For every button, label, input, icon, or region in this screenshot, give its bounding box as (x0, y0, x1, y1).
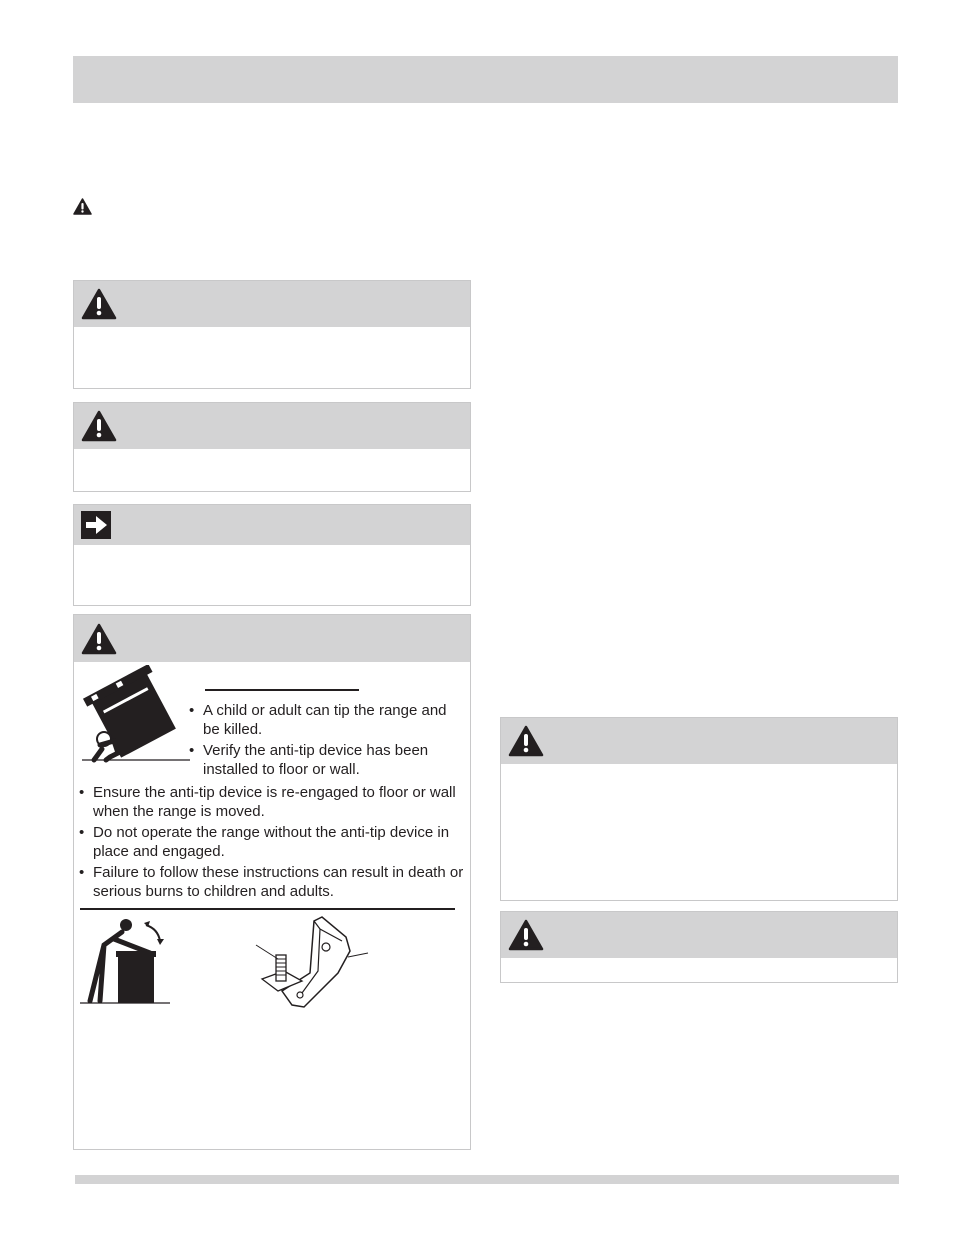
warning-box-2 (73, 402, 471, 492)
tip-hazard-list (189, 701, 464, 781)
arrow-right-icon (81, 511, 111, 539)
anti-tip-warning-box (73, 614, 471, 1150)
warning-box-3 (500, 717, 898, 901)
list-item: • Verify the anti-tip device has been installed to floor or wall. (189, 741, 464, 779)
warning-triangle-icon (73, 198, 92, 215)
list-item: • Failure to follow these instructions can result in death or serious burns to children and adults. (79, 863, 464, 901)
anti-tip-bracket-illustration (242, 911, 372, 1011)
warning-triangle-icon (508, 919, 544, 951)
important-box-header (74, 505, 470, 545)
list-item: • Ensure the anti-tip device is re-engaged to floor or wall when the range is moved. (79, 783, 464, 821)
tipping-range-illustration (80, 665, 192, 765)
person-tilting-range-illustration (80, 915, 172, 1007)
important-box (73, 504, 471, 606)
page-header-band (73, 56, 898, 103)
warning-triangle-icon (81, 288, 117, 320)
warning-box-4 (500, 911, 898, 983)
anti-tip-instructions-list (79, 783, 464, 903)
page-footer-band (75, 1175, 899, 1184)
warning-triangle-icon (508, 725, 544, 757)
warning-box-header (74, 281, 470, 327)
list-item: • Do not operate the range without the anti-tip device in place and engaged. (79, 823, 464, 861)
list-item: • A child or adult can tip the range and be killed. (189, 701, 464, 739)
warning-triangle-icon (81, 623, 117, 655)
section-rule (80, 908, 455, 910)
warning-box-header (501, 912, 897, 958)
section-rule (205, 689, 359, 691)
warning-box-header (74, 615, 470, 662)
warning-box-1 (73, 280, 471, 389)
warning-box-header (74, 403, 470, 449)
warning-triangle-icon (81, 410, 117, 442)
warning-box-header (501, 718, 897, 764)
